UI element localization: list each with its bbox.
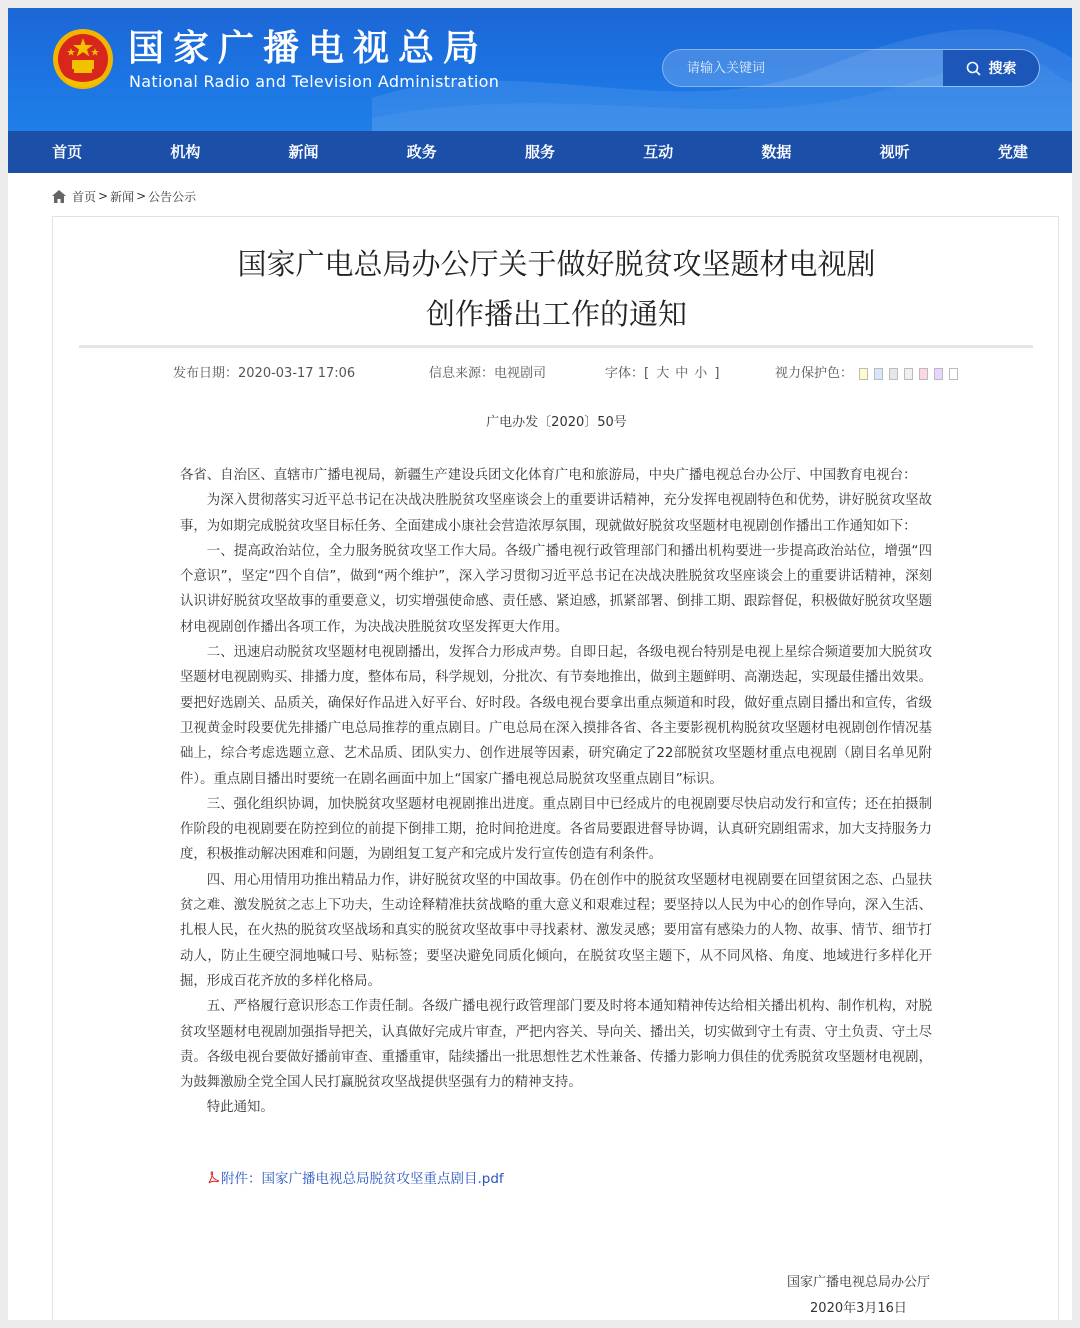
search-button-label: 搜索 bbox=[988, 61, 1017, 77]
eye-protection-label: 视力保护色： bbox=[775, 366, 854, 381]
page bbox=[8, 8, 1072, 1320]
nav-item-data[interactable]: 数据 bbox=[761, 143, 792, 161]
nav-item-government-affairs[interactable]: 政务 bbox=[406, 143, 437, 161]
home-icon bbox=[52, 190, 66, 203]
source-value: 电视剧司 bbox=[494, 366, 547, 381]
search-icon bbox=[966, 61, 981, 76]
title-divider bbox=[79, 345, 1033, 348]
article-title bbox=[53, 239, 1060, 339]
pdf-icon bbox=[207, 1171, 219, 1184]
document-number: 广电办发〔2020〕50号 bbox=[486, 415, 627, 430]
article bbox=[52, 216, 1059, 1320]
search-button[interactable] bbox=[943, 50, 1039, 86]
breadcrumb-news-link[interactable]: 新闻 bbox=[110, 189, 135, 204]
eye-color-swatch-6[interactable] bbox=[934, 368, 943, 380]
eye-color-swatch-5[interactable] bbox=[919, 368, 928, 380]
publish-date: 2020-03-17 17:06 bbox=[238, 366, 356, 381]
font-size-bracket-close: ] bbox=[714, 366, 720, 381]
eye-color-swatch-2[interactable] bbox=[874, 368, 883, 380]
font-size-small-button[interactable]: 小 bbox=[694, 366, 708, 381]
national-emblem-icon bbox=[52, 26, 114, 92]
attachment-link[interactable] bbox=[207, 1167, 504, 1187]
article-title-line2: 创作播出工作的通知 bbox=[425, 297, 687, 331]
source-meta bbox=[429, 365, 546, 383]
article-body bbox=[180, 463, 932, 1121]
font-size-large-button[interactable]: 大 bbox=[656, 366, 670, 381]
eye-color-swatch-7[interactable] bbox=[949, 368, 958, 380]
source-label: 信息来源： bbox=[429, 366, 495, 381]
nav-item-audiovisual[interactable]: 视听 bbox=[879, 143, 910, 161]
signature-org: 国家广播电视总局办公厅 bbox=[786, 1275, 930, 1290]
breadcrumb bbox=[52, 188, 196, 204]
nav-item-services[interactable]: 服务 bbox=[524, 143, 555, 161]
main-nav bbox=[8, 131, 1072, 173]
eye-color-swatch-3[interactable] bbox=[889, 368, 898, 380]
search-box bbox=[662, 49, 1040, 87]
nav-item-home[interactable]: 首页 bbox=[52, 143, 83, 161]
signature-block bbox=[787, 1270, 930, 1320]
body-paragraph: 五、严格履行意识形态工作责任制。各级广播电视行政管理部门要及时将本通知精神传达给相关播出机构、制作机构，对脱贫攻坚题材电视剧加强指导把关，认真做好完成片审查，严把内容关、导向关、播出关，切实做到守土有责、守土负责、守土尽责。各级电视台要做好播前审查、重播重审，陆续播出一批思想性艺术性兼备、传播力影响力俱佳的优秀脱贫攻坚题材电视剧，为鼓舞激励全党全国人民打赢脱贫攻坚战提供坚强有力的精神支持。 bbox=[180, 999, 932, 1091]
breadcrumb-home-link[interactable]: 首页 bbox=[72, 189, 97, 204]
publish-date-meta bbox=[173, 365, 355, 383]
site-header bbox=[8, 8, 1072, 131]
font-size-meta bbox=[605, 365, 720, 383]
eye-color-swatch-1[interactable] bbox=[859, 368, 868, 380]
search-input[interactable] bbox=[663, 50, 945, 86]
eye-protection-meta bbox=[775, 365, 958, 383]
salutation-paragraph: 各省、自治区、直辖市广播电视局，新疆生产建设兵团文化体育广电和旅游局，中央广播电视总台办公厅、中国教育电视台： bbox=[180, 468, 917, 483]
attachment-label: 附件：国家广播电视总局脱贫攻坚重点剧目.pdf bbox=[221, 1171, 504, 1187]
body-paragraph: 二、迅速启动脱贫攻坚题材电视剧播出，发挥合力形成声势。自即日起，各级电视台特别是电视上星综合频道要加大脱贫攻坚题材电视剧购买、排播力度，整体布局，科学规划，分批次、有节奏地推出，做到主题鲜明、高潮迭起，实现最佳播出效果。要把好选剧关、品质关，确保好作品进入好平台、好时段。各级电视台要拿出重点频道和时段，做好重点剧目播出和宣传，省级卫视黄金时段要优先排播广电总局推荐的重点剧目。广电总局在深入摸排各省、各主要影视机构脱贫攻坚题材电视剧创作情况基础上，综合考虑选题立意、艺术品质、团队实力、创作进展等因素，研究确定了22部脱贫攻坚题材重点电视剧（剧目名单见附件）。重点剧目播出时要统一在剧名画面中加上“国家广播电视总局脱贫攻坚重点剧目”标识。 bbox=[180, 645, 932, 787]
body-paragraph: 为深入贯彻落实习近平总书记在决战决胜脱贫攻坚座谈会上的重要讲话精神，充分发挥电视剧特色和优势，讲好脱贫攻坚故事，为如期完成脱贫攻坚目标任务、全面建成小康社会营造浓厚氛围，现就做好脱贫攻坚题材电视剧创作播出工作通知如下： bbox=[180, 493, 932, 534]
article-title-line1: 国家广电总局办公厅关于做好脱贫攻坚题材电视剧 bbox=[237, 247, 876, 281]
nav-item-party-building[interactable]: 党建 bbox=[997, 143, 1028, 161]
eye-color-swatch-4[interactable] bbox=[904, 368, 913, 380]
site-subtitle: National Radio and Television Administration bbox=[129, 72, 500, 91]
breadcrumb-announcement-link[interactable]: 公告公示 bbox=[148, 189, 197, 204]
font-size-bracket-open: [ bbox=[644, 366, 650, 381]
signature-date: 2020年3月16日 bbox=[810, 1301, 907, 1316]
body-paragraph: 一、提高政治站位，全力服务脱贫攻坚工作大局。各级广播电视行政管理部门和播出机构要进一步提高政治站位，增强“四个意识”，坚定“四个自信”，做到“两个维护”，深入学习贯彻习近平总书记在决战决胜脱贫攻坚座谈会上的重要讲话精神，深刻认识讲好脱贫攻坚故事的重要意义，切实增强使命感、责任感、紧迫感，抓紧部署、倒排工期、跟踪督促，积极做好脱贫攻坚题材电视剧创作播出各项工作，为决战决胜脱贫攻坚发挥更大作用。 bbox=[180, 543, 932, 635]
body-paragraph: 三、强化组织协调，加快脱贫攻坚题材电视剧推出进度。重点剧目中已经成片的电视剧要尽快启动发行和宣传；还在拍摄制作阶段的电视剧要在防控到位的前提下倒排工期，抢时间抢进度。各省局要跟进督导协调，认真研究剧组需求，加大支持服务力度，积极推动解决困难和问题，为剧组复工复产和完成片发行宣传创造有利条件。 bbox=[180, 796, 932, 863]
breadcrumb-separator: > bbox=[136, 189, 147, 203]
font-size-label: 字体： bbox=[605, 366, 645, 381]
nav-item-interaction[interactable]: 互动 bbox=[643, 143, 674, 161]
nav-item-news[interactable]: 新闻 bbox=[288, 143, 319, 161]
site-title: 国家广播电视总局 bbox=[128, 28, 489, 69]
closing-paragraph: 特此通知。 bbox=[206, 1100, 274, 1116]
breadcrumb-separator: > bbox=[98, 189, 109, 203]
nav-item-organization[interactable]: 机构 bbox=[170, 143, 201, 161]
body-paragraph: 四、用心用情用功推出精品力作，讲好脱贫攻坚的中国故事。仍在创作中的脱贫攻坚题材电视剧要在回望贫困之态、凸显扶贫之难、激发脱贫之志上下功夫，生动诠释精准扶贫战略的重大意义和艰难过程；要坚持以人民为中心的创作导向，深入生活、扎根人民，在火热的脱贫攻坚战场和真实的脱贫攻坚故事中寻找素材、激发灵感；要用富有感染力的人物、故事、情节、细节打动人，防止生硬空洞地喊口号、贴标签；要坚决避免同质化倾向，在脱贫攻坚主题下，从不同风格、角度、地域进行多样化开掘，形成百花齐放的多样化格局。 bbox=[180, 872, 932, 989]
font-size-medium-button[interactable]: 中 bbox=[675, 366, 689, 381]
publish-date-label: 发布日期： bbox=[173, 366, 239, 381]
